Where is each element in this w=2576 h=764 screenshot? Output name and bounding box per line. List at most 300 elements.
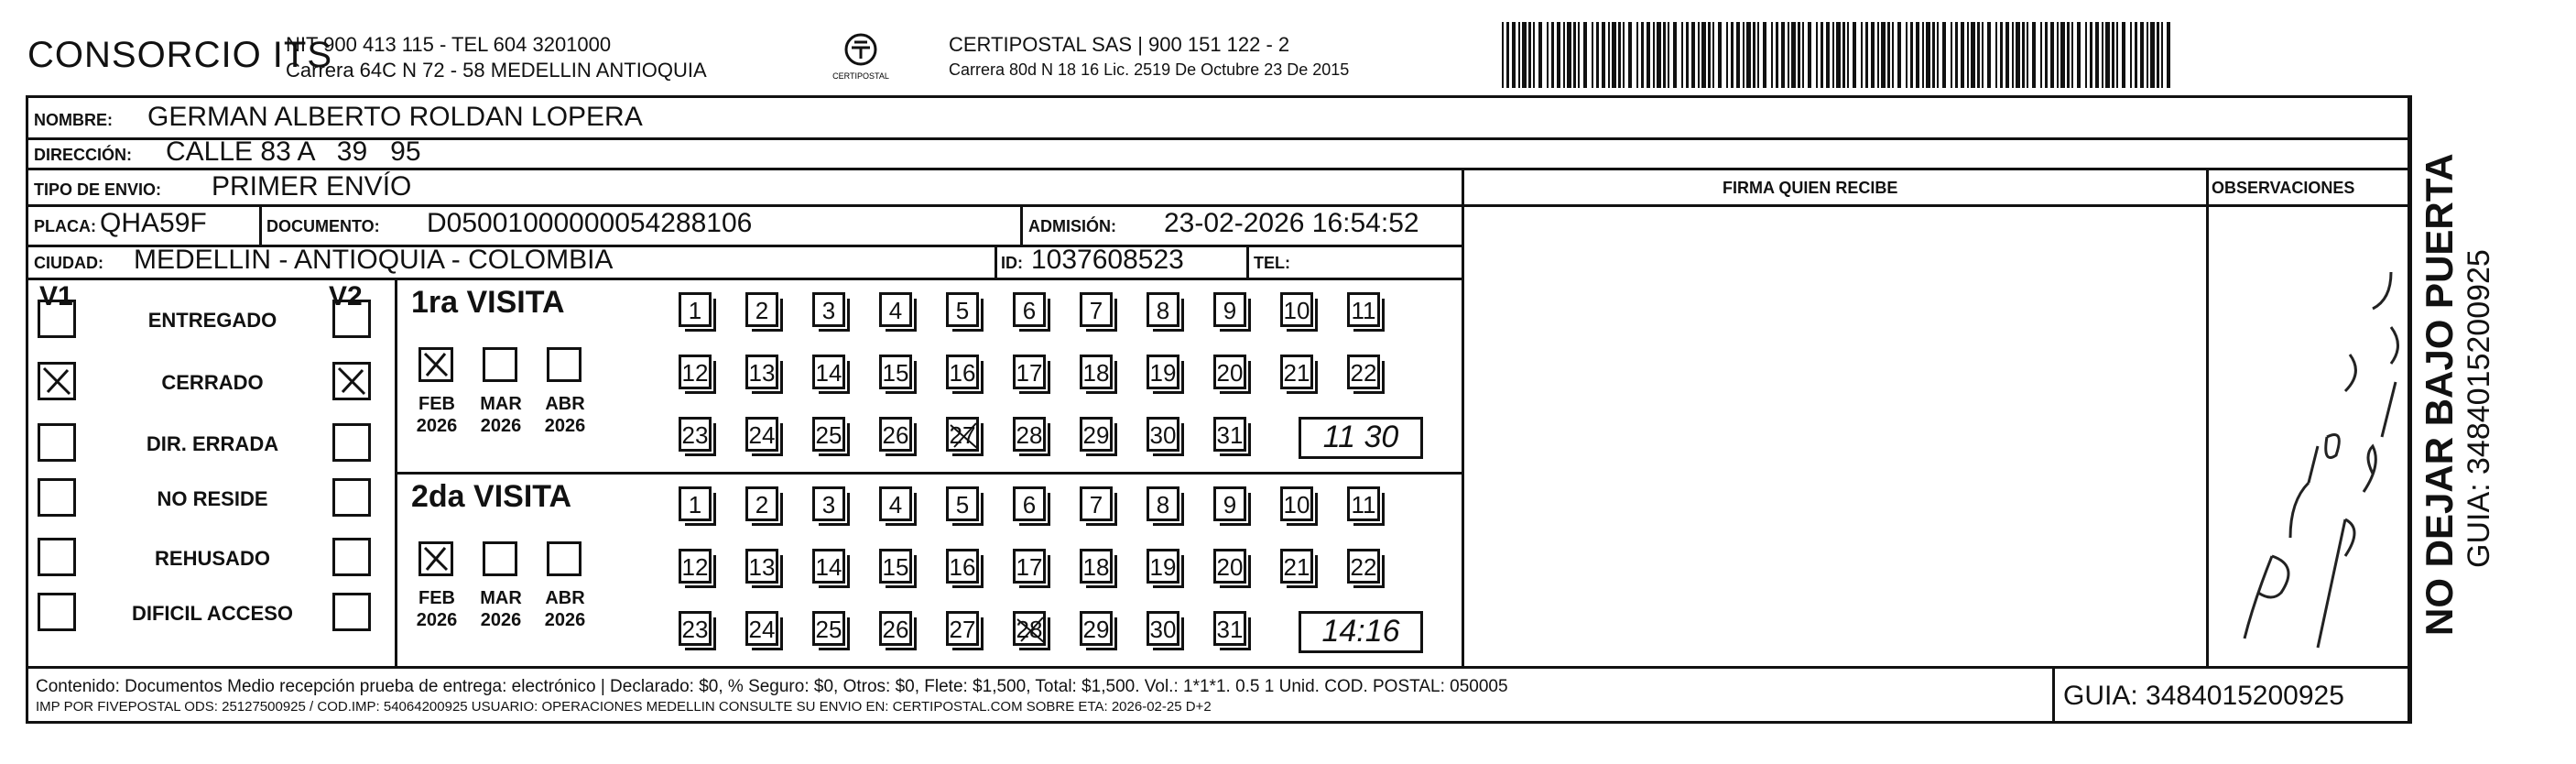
day-box[interactable]	[812, 611, 845, 646]
barcode-bar	[1826, 22, 1830, 88]
divider	[1020, 204, 1023, 245]
v2-checkbox[interactable]	[332, 300, 371, 338]
day-box[interactable]	[679, 417, 712, 452]
day-number: 4	[888, 491, 903, 518]
admision-value: 23-02-2026 16:54:52	[1164, 208, 1419, 238]
day-number: 24	[748, 421, 776, 449]
v1-checkbox[interactable]	[38, 538, 76, 576]
day-box[interactable]	[946, 611, 979, 646]
day-number: 5	[955, 297, 970, 324]
divider	[1462, 204, 2409, 207]
day-box[interactable]	[879, 549, 912, 584]
day-box[interactable]	[1080, 549, 1113, 584]
barcode-bar	[1842, 22, 1845, 88]
v2-checkbox[interactable]	[332, 478, 371, 517]
footer-guia: GUIA: 3484015200925	[2063, 681, 2344, 711]
day-number: 16	[949, 359, 976, 387]
barcode-bar	[1612, 22, 1616, 88]
day-box[interactable]	[1013, 417, 1046, 452]
day-box[interactable]	[679, 549, 712, 584]
day-box[interactable]	[1213, 417, 1246, 452]
barcode-bar	[1887, 22, 1890, 88]
day-box[interactable]	[679, 611, 712, 646]
day-box[interactable]	[745, 355, 778, 389]
day-box[interactable]	[812, 486, 845, 521]
barcode-bar	[1871, 22, 1875, 88]
day-number: 18	[1082, 359, 1110, 387]
observaciones-handwriting	[2208, 208, 2406, 666]
day-number: 22	[1350, 359, 1377, 387]
day-box[interactable]	[1347, 355, 1380, 389]
v1-checkbox[interactable]	[38, 423, 76, 462]
day-box[interactable]	[1213, 549, 1246, 584]
day-number: 18	[1082, 553, 1110, 581]
barcode-bar	[2122, 22, 2125, 88]
barcode-bar	[1573, 22, 1576, 88]
day-box[interactable]	[1147, 486, 1179, 521]
barcode-bar	[1937, 22, 1939, 88]
barcode-bar	[1922, 22, 1924, 88]
barcode-bar	[1791, 22, 1796, 88]
day-mark	[1016, 614, 1049, 647]
certipostal-line1: CERTIPOSTAL SAS | 900 151 122 - 2	[949, 33, 1290, 56]
barcode-bar	[2135, 22, 2137, 88]
day-number: 8	[1156, 491, 1170, 518]
day-number: 6	[1022, 297, 1037, 324]
month-year: 2026	[544, 610, 586, 630]
company-nit: NIT 900 413 115 - TEL 604 3201000	[286, 33, 612, 56]
month-label	[473, 393, 528, 437]
day-box[interactable]	[879, 486, 912, 521]
day-number: 1	[688, 297, 702, 324]
day-box[interactable]	[946, 486, 979, 521]
barcode-bar	[1681, 22, 1683, 88]
month-checkbox[interactable]	[483, 347, 517, 382]
month-checkbox[interactable]	[418, 347, 453, 382]
month-label	[538, 587, 592, 631]
barcode-bar	[1951, 22, 1952, 88]
divider	[1462, 168, 1464, 667]
documento-label: DOCUMENTO:	[266, 217, 380, 235]
barcode-bar	[1551, 22, 1554, 88]
day-box[interactable]	[946, 549, 979, 584]
state-label: NO RESIDE	[157, 487, 268, 510]
v1-checkbox[interactable]	[38, 300, 76, 338]
day-box[interactable]	[679, 355, 712, 389]
day-box[interactable]	[1147, 549, 1179, 584]
barcode-bar	[1802, 22, 1804, 88]
day-number: 30	[1149, 616, 1177, 643]
barcode-bar	[1821, 22, 1823, 88]
day-box[interactable]	[1147, 292, 1179, 327]
day-box[interactable]	[745, 486, 778, 521]
barcode-bar	[1641, 22, 1644, 88]
day-number: 11	[1351, 491, 1376, 518]
barcode-bar	[1942, 22, 1946, 88]
barcode-bar	[2150, 22, 2155, 88]
day-number: 19	[1149, 359, 1177, 387]
day-box[interactable]	[1080, 486, 1113, 521]
barcode-bar	[2161, 22, 2163, 88]
day-box[interactable]	[879, 417, 912, 452]
day-number: 27	[949, 616, 976, 643]
day-number: 12	[681, 553, 709, 581]
day-box[interactable]	[745, 611, 778, 646]
day-number: 15	[882, 359, 909, 387]
divider	[28, 278, 1462, 280]
barcode-bar	[1977, 22, 1980, 88]
day-box[interactable]	[1013, 549, 1046, 584]
day-box[interactable]	[1213, 611, 1246, 646]
day-box[interactable]	[1080, 417, 1113, 452]
month-name: FEB	[418, 394, 455, 414]
barcode-bar	[1763, 22, 1766, 88]
tipo-value: PRIMER ENVÍO	[212, 171, 412, 202]
day-box[interactable]	[1080, 355, 1113, 389]
barcode-bar	[2012, 22, 2014, 88]
day-box[interactable]	[812, 292, 845, 327]
day-box[interactable]	[1347, 486, 1380, 521]
day-number: 1	[688, 491, 702, 518]
barcode-bar	[1808, 22, 1811, 88]
v2-checkbox[interactable]	[332, 593, 371, 631]
day-number: 16	[949, 553, 976, 581]
month-checkbox[interactable]	[418, 541, 453, 576]
id-value: 1037608523	[1031, 245, 1184, 275]
state-label: ENTREGADO	[147, 309, 277, 332]
barcode-bar	[1961, 22, 1964, 88]
barcode-bar	[1746, 22, 1751, 88]
day-box[interactable]	[1347, 292, 1380, 327]
ciudad-value: MEDELLIN - ANTIOQUIA - COLOMBIA	[134, 245, 614, 275]
barcode-bar	[1776, 22, 1778, 88]
tel-label: TEL:	[1254, 254, 1290, 272]
barcode-bar	[1538, 22, 1542, 88]
day-box[interactable]	[745, 417, 778, 452]
barcode-bar	[2095, 22, 2099, 88]
barcode-bar	[2005, 22, 2009, 88]
day-box[interactable]	[679, 486, 712, 521]
day-number: 26	[882, 421, 909, 449]
day-box[interactable]	[946, 417, 979, 452]
barcode-bar	[2167, 22, 2170, 88]
barcode-bar	[1967, 22, 1969, 88]
day-number: 8	[1156, 297, 1170, 324]
month-name: MAR	[480, 394, 522, 414]
id-label: ID:	[1001, 254, 1023, 272]
barcode-bar	[1623, 22, 1625, 88]
day-number: 2	[755, 491, 769, 518]
day-number: 3	[821, 297, 836, 324]
v2-label: V2	[329, 281, 363, 311]
divider	[995, 245, 997, 278]
barcode-bar	[1757, 22, 1759, 88]
day-number: 22	[1350, 553, 1377, 581]
day-box[interactable]	[679, 292, 712, 327]
barcode-bar	[1832, 22, 1834, 88]
day-number: 14	[815, 359, 842, 387]
day-number: 23	[681, 616, 709, 643]
barcode-bar	[1701, 22, 1706, 88]
visit-title: 1ra VISITA	[411, 285, 565, 320]
month-name: ABR	[545, 394, 585, 414]
barcode-bar	[1771, 22, 1773, 88]
barcode-bar	[1861, 22, 1863, 88]
placa-label: PLACA:	[34, 217, 96, 235]
day-box[interactable]	[1213, 355, 1246, 389]
barcode-bar	[1781, 22, 1785, 88]
barcode-bar	[2116, 22, 2118, 88]
observaciones-label: OBSERVACIONES	[2212, 179, 2355, 197]
visit-time: 14:16	[1299, 611, 1423, 653]
day-number: 21	[1283, 553, 1310, 581]
barcode-bar	[1547, 22, 1549, 88]
day-number: 7	[1089, 491, 1103, 518]
day-box[interactable]	[1147, 611, 1179, 646]
barcode	[1502, 22, 2179, 88]
day-number: 31	[1216, 421, 1244, 449]
day-number: 20	[1216, 553, 1244, 581]
company-name: CONSORCIO ITS	[27, 35, 333, 75]
month-name: ABR	[545, 588, 585, 608]
day-box[interactable]	[1280, 549, 1313, 584]
barcode-bar	[2057, 22, 2059, 88]
barcode-bar	[1691, 22, 1695, 88]
v1-checkbox[interactable]	[38, 593, 76, 631]
barcode-bar	[1618, 22, 1621, 88]
month-year: 2026	[480, 610, 522, 630]
barcode-bar	[2040, 22, 2042, 88]
day-number: 15	[882, 553, 909, 581]
day-number: 28	[1016, 616, 1043, 643]
day-box[interactable]	[812, 355, 845, 389]
divider	[395, 472, 1462, 475]
barcode-bar	[1955, 22, 1958, 88]
barcode-bar	[1592, 22, 1593, 88]
barcode-bar	[2140, 22, 2144, 88]
barcode-bar	[2027, 22, 2028, 88]
barcode-bar	[1636, 22, 1638, 88]
day-number: 4	[888, 297, 903, 324]
barcode-bar	[1712, 22, 1714, 88]
day-number: 25	[815, 421, 842, 449]
day-number: 13	[748, 553, 776, 581]
barcode-bar	[1987, 22, 1991, 88]
day-number: 29	[1082, 616, 1110, 643]
documento-value: D05001000000054288106	[427, 208, 753, 238]
day-number: 10	[1283, 297, 1310, 324]
month-year: 2026	[416, 610, 458, 630]
day-number: 26	[882, 616, 909, 643]
day-box[interactable]	[1147, 355, 1179, 389]
footer-imp: IMP POR FIVEPOSTAL ODS: 25127500925 / COD.IMP: 54064200925 USUARIO: OPERACIONES MEDELLIN CONSULTE SU ENVIO EN: CERTIPOSTAL.COM SOBRE ETA: 2026-02-25 D+2	[36, 699, 1212, 715]
day-box[interactable]	[745, 549, 778, 584]
v1-label: V1	[39, 281, 73, 311]
month-checkbox[interactable]	[547, 347, 582, 382]
state-label: DIR. ERRADA	[146, 432, 279, 455]
day-box[interactable]	[879, 355, 912, 389]
day-number: 9	[1223, 491, 1237, 518]
day-box[interactable]	[1013, 611, 1046, 646]
barcode-bar	[2157, 22, 2159, 88]
v2-checkbox[interactable]	[332, 362, 371, 400]
barcode-bar	[2102, 22, 2103, 88]
barcode-bar	[1798, 22, 1800, 88]
barcode-bar	[1557, 22, 1560, 88]
barcode-bar	[2000, 22, 2003, 88]
day-box[interactable]	[1147, 417, 1179, 452]
barcode-bar	[1971, 22, 1975, 88]
barcode-bar	[2050, 22, 2054, 88]
company-address: Carrera 64C N 72 - 58 MEDELLIN ANTIOQUIA	[286, 59, 707, 82]
barcode-bar	[2130, 22, 2132, 88]
barcode-bar	[1698, 22, 1700, 88]
day-number: 19	[1149, 553, 1177, 581]
divider	[2408, 98, 2410, 721]
v1-checkbox[interactable]	[38, 362, 76, 400]
barcode-bar	[1910, 22, 1913, 88]
day-box[interactable]	[1280, 355, 1313, 389]
barcode-bar	[1932, 22, 1935, 88]
barcode-bar	[2022, 22, 2025, 88]
day-number: 12	[681, 359, 709, 387]
barcode-bar	[1982, 22, 1984, 88]
day-box[interactable]	[946, 355, 979, 389]
barcode-bar	[1578, 22, 1580, 88]
month-label	[409, 587, 464, 631]
barcode-bar	[2016, 22, 2020, 88]
day-box[interactable]	[812, 549, 845, 584]
divider	[259, 204, 262, 245]
barcode-bar	[2067, 22, 2070, 88]
day-number: 11	[1351, 297, 1376, 324]
month-label	[538, 393, 592, 437]
day-number: 7	[1089, 297, 1103, 324]
barcode-bar	[2071, 22, 2073, 88]
barcode-bar	[1608, 22, 1610, 88]
barcode-bar	[1657, 22, 1661, 88]
day-box[interactable]	[946, 292, 979, 327]
month-checkbox[interactable]	[483, 541, 517, 576]
barcode-bar	[2045, 22, 2048, 88]
barcode-bar	[1836, 22, 1841, 88]
barcode-bar	[1518, 22, 1520, 88]
day-number: 27	[949, 421, 976, 449]
day-number: 24	[748, 616, 776, 643]
barcode-bar	[1602, 22, 1605, 88]
nombre-label: NOMBRE:	[34, 111, 113, 129]
visit-title: 2da VISITA	[411, 479, 572, 514]
barcode-bar	[1743, 22, 1745, 88]
barcode-bar	[1718, 22, 1722, 88]
barcode-bar	[1881, 22, 1886, 88]
nombre-value: GERMAN ALBERTO ROLDAN LOPERA	[147, 102, 643, 132]
divider	[1246, 245, 1249, 278]
day-box[interactable]	[879, 292, 912, 327]
barcode-bar	[1816, 22, 1818, 88]
month-year: 2026	[416, 416, 458, 436]
barcode-bar	[1502, 22, 1504, 88]
divider	[2052, 666, 2055, 721]
day-number: 30	[1149, 421, 1177, 449]
day-number: 23	[681, 421, 709, 449]
barcode-bar	[1726, 22, 1728, 88]
day-box[interactable]	[879, 611, 912, 646]
barcode-bar	[2147, 22, 2148, 88]
barcode-bar	[1668, 22, 1669, 88]
day-number: 31	[1216, 616, 1244, 643]
day-box[interactable]	[1213, 486, 1246, 521]
state-label: DIFICIL ACCESO	[131, 602, 293, 625]
day-box[interactable]	[1280, 486, 1313, 521]
barcode-bar	[1563, 22, 1565, 88]
day-box[interactable]	[1213, 292, 1246, 327]
barcode-bar	[1647, 22, 1650, 88]
barcode-bar	[1731, 22, 1734, 88]
v1-checkbox[interactable]	[38, 478, 76, 517]
barcode-bar	[1853, 22, 1856, 88]
barcode-bar	[1533, 22, 1535, 88]
barcode-bar	[1673, 22, 1677, 88]
day-number: 10	[1283, 491, 1310, 518]
day-box[interactable]	[1013, 486, 1046, 521]
day-box[interactable]	[1280, 292, 1313, 327]
day-number: 3	[821, 491, 836, 518]
day-box[interactable]	[1080, 611, 1113, 646]
day-mark	[949, 420, 982, 453]
day-box[interactable]	[745, 292, 778, 327]
ciudad-label: CIUDAD:	[34, 254, 103, 272]
barcode-bar	[1906, 22, 1908, 88]
day-box[interactable]	[812, 417, 845, 452]
barcode-bar	[1736, 22, 1740, 88]
divider	[28, 168, 2409, 170]
v2-checkbox[interactable]	[332, 538, 371, 576]
day-number: 6	[1022, 491, 1037, 518]
month-name: FEB	[418, 588, 455, 608]
month-year: 2026	[480, 416, 522, 436]
side-warning: NO DEJAR BAJO PUERTA	[2418, 153, 2461, 636]
logo-text: CERTIPOSTAL	[832, 71, 889, 81]
barcode-bar	[1877, 22, 1879, 88]
barcode-bar	[1583, 22, 1587, 88]
day-box[interactable]	[1347, 549, 1380, 584]
state-label: CERRADO	[161, 371, 264, 394]
day-box[interactable]	[1080, 292, 1113, 327]
barcode-bar	[1506, 22, 1509, 88]
barcode-bar	[1653, 22, 1655, 88]
side-guia: GUIA: 3484015200925	[2462, 249, 2496, 568]
day-number: 28	[1016, 421, 1043, 449]
month-checkbox[interactable]	[547, 541, 582, 576]
divider	[28, 204, 1462, 207]
v2-checkbox[interactable]	[332, 423, 371, 462]
month-label	[473, 587, 528, 631]
barcode-bar	[2060, 22, 2065, 88]
barcode-bar	[1663, 22, 1666, 88]
certipostal-logo	[824, 27, 897, 92]
barcode-bar	[1995, 22, 1997, 88]
barcode-bar	[1788, 22, 1789, 88]
day-number: 9	[1223, 297, 1237, 324]
barcode-bar	[1865, 22, 1868, 88]
barcode-bar	[1522, 22, 1527, 88]
day-box[interactable]	[1013, 355, 1046, 389]
delivery-form	[26, 95, 2412, 724]
day-box[interactable]	[1013, 292, 1046, 327]
admision-label: ADMISIÓN:	[1028, 217, 1116, 235]
barcode-bar	[1628, 22, 1632, 88]
